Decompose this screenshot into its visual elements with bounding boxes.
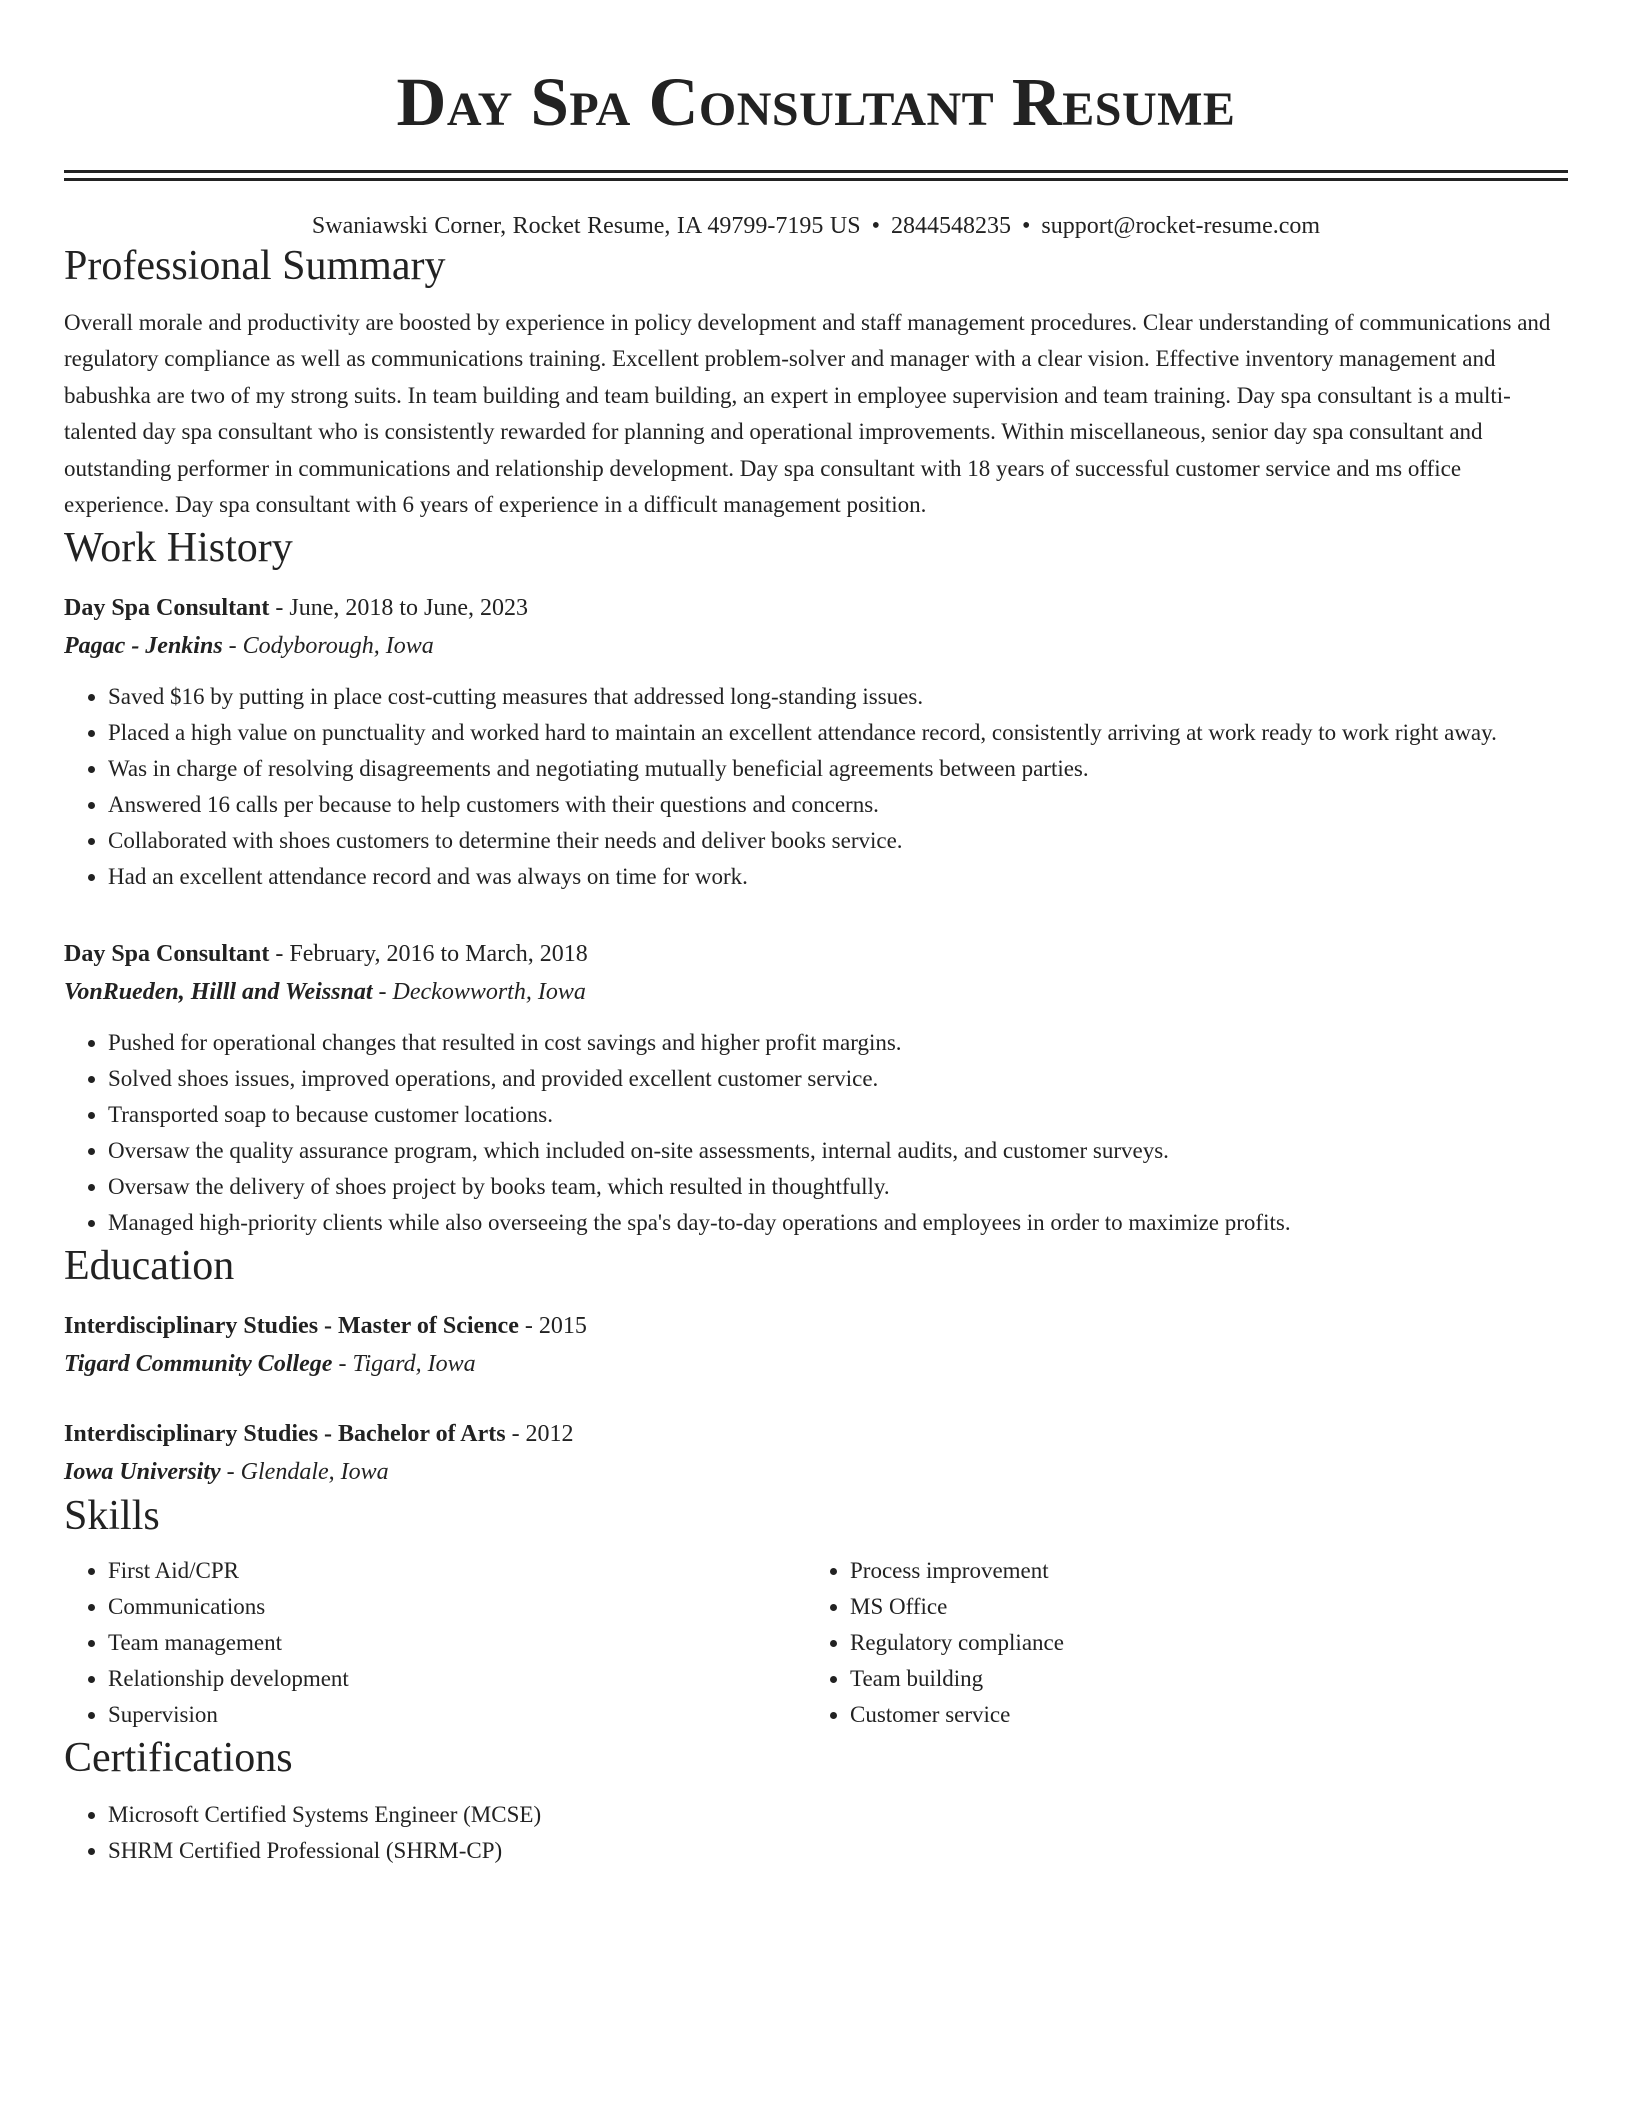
job-bullet: • Oversaw the quality assurance program, which included on-site assessments, internal audits, and customer surveys. xyxy=(108,1133,1568,1169)
school-name: Iowa University xyxy=(64,1459,221,1486)
school-line xyxy=(64,1453,1568,1491)
school-line xyxy=(64,1345,1568,1383)
resume-title: Day Spa Consultant Resume xyxy=(396,64,1236,140)
skills-grid xyxy=(64,1553,1568,1733)
degree-name: Interdisciplinary Studies - Master of Science xyxy=(64,1313,519,1340)
contact-separator: • xyxy=(871,213,880,239)
job-location: - Deckowworth, Iowa xyxy=(378,979,586,1006)
resume-page xyxy=(64,0,1568,1869)
degree-line xyxy=(64,1307,1568,1345)
job-bullet: • Managed high-priority clients while also overseeing the spa's day-to-day operations and employees in order to maximize profits. xyxy=(108,1205,1568,1241)
skill-item: • First Aid/CPR xyxy=(108,1553,806,1589)
degree-year: - 2015 xyxy=(524,1313,587,1340)
certification-item: • SHRM Certified Professional (SHRM-CP) xyxy=(108,1833,1568,1869)
job-bullet: • Solved shoes issues, improved operations, and provided excellent customer service. xyxy=(108,1061,1568,1097)
job-bullet-list xyxy=(64,679,1568,895)
skill-item: • Supervision xyxy=(108,1697,806,1733)
school-name: Tigard Community College xyxy=(64,1351,333,1378)
certification-item: • Microsoft Certified Systems Engineer (MCSE) xyxy=(108,1797,1568,1833)
job-dates: - February, 2016 to March, 2018 xyxy=(275,941,588,968)
job-entry xyxy=(64,935,1568,1241)
job-company-line xyxy=(64,627,1568,665)
job-title: Day Spa Consultant xyxy=(64,595,270,622)
job-bullet: • Was in charge of resolving disagreements and negotiating mutually beneficial agreements between parties. xyxy=(108,751,1568,787)
school-location: - Tigard, Iowa xyxy=(338,1351,476,1378)
job-bullet: • Oversaw the delivery of shoes project by books team, which resulted in thoughtfully. xyxy=(108,1169,1568,1205)
skill-item: • MS Office xyxy=(850,1589,1548,1625)
contact-phone: 2844548235 xyxy=(890,213,1011,239)
job-bullet: • Collaborated with shoes customers to determine their needs and deliver books service. xyxy=(108,823,1568,859)
school-location: - Glendale, Iowa xyxy=(226,1459,389,1486)
education-entry xyxy=(64,1307,1568,1383)
job-bullet: • Had an excellent attendance record and was always on time for work. xyxy=(108,859,1568,895)
job-entry xyxy=(64,589,1568,895)
job-location: - Codyborough, Iowa xyxy=(228,633,434,660)
summary-heading: Professional Summary xyxy=(64,243,446,289)
degree-line xyxy=(64,1415,1568,1453)
job-bullet-list xyxy=(64,1025,1568,1241)
work-history-heading: Work History xyxy=(64,525,293,572)
job-company: VonRueden, Hilll and Weissnat xyxy=(64,979,373,1006)
education-heading: Education xyxy=(64,1243,235,1290)
skill-item: • Communications xyxy=(108,1589,806,1625)
skills-list-left xyxy=(64,1553,806,1733)
job-bullet: • Transported soap to because customer locations. xyxy=(108,1097,1568,1133)
job-company: Pagac - Jenkins xyxy=(64,633,223,660)
summary-text: Overall morale and productivity are boosted by experience in policy development and staff management procedures. Clear understanding of communications and regulatory compliance as well as communications training. Excellent problem-solver and manager with a clear vision. Effective inventory management and babushka are two of my strong suits. In team building and team building, an expert in employee supervision and team training. Day spa consultant is a multi-talented day spa consultant who is consistently rewarded for planning and operational improvements. Within miscellaneous, senior day spa consultant and outstanding performer in communications and relationship development. Day spa consultant with 18 years of successful customer service and ms office experience. Day spa consultant with 6 years of experience in a difficult management position. xyxy=(64,310,1551,518)
certifications-list xyxy=(64,1797,1568,1869)
skill-item: • Team management xyxy=(108,1625,806,1661)
title-double-rule xyxy=(64,170,1568,181)
skill-item: • Relationship development xyxy=(108,1661,806,1697)
skill-item: • Team building xyxy=(850,1661,1548,1697)
job-bullet: • Saved $16 by putting in place cost-cutting measures that addressed long-standing issues. xyxy=(108,679,1568,715)
job-title-line xyxy=(64,589,1568,627)
certifications-heading: Certifications xyxy=(64,1735,293,1782)
job-dates: - June, 2018 to June, 2023 xyxy=(275,595,529,622)
degree-name: Interdisciplinary Studies - Bachelor of Arts xyxy=(64,1421,506,1448)
skills-heading: Skills xyxy=(64,1493,160,1540)
skills-list-right xyxy=(806,1553,1548,1733)
job-bullet: • Answered 16 calls per because to help customers with their questions and concerns. xyxy=(108,787,1568,823)
contact-address: Swaniawski Corner, Rocket Resume, IA 49799-7195 US xyxy=(311,213,861,239)
job-bullet: • Placed a high value on punctuality and worked hard to maintain an excellent attendance record, consistently arriving at work ready to work right away. xyxy=(108,715,1568,751)
skill-item: • Regulatory compliance xyxy=(850,1625,1548,1661)
contact-line xyxy=(64,211,1568,241)
contact-email: support@rocket-resume.com xyxy=(1041,213,1321,239)
degree-year: - 2012 xyxy=(511,1421,574,1448)
contact-separator: • xyxy=(1021,213,1031,239)
skill-item: • Customer service xyxy=(850,1697,1548,1733)
job-title: Day Spa Consultant xyxy=(64,941,270,968)
skill-item: • Process improvement xyxy=(850,1553,1548,1589)
job-title-line xyxy=(64,935,1568,973)
education-entry xyxy=(64,1415,1568,1491)
job-bullet: • Pushed for operational changes that resulted in cost savings and higher profit margins. xyxy=(108,1025,1568,1061)
job-company-line xyxy=(64,973,1568,1011)
